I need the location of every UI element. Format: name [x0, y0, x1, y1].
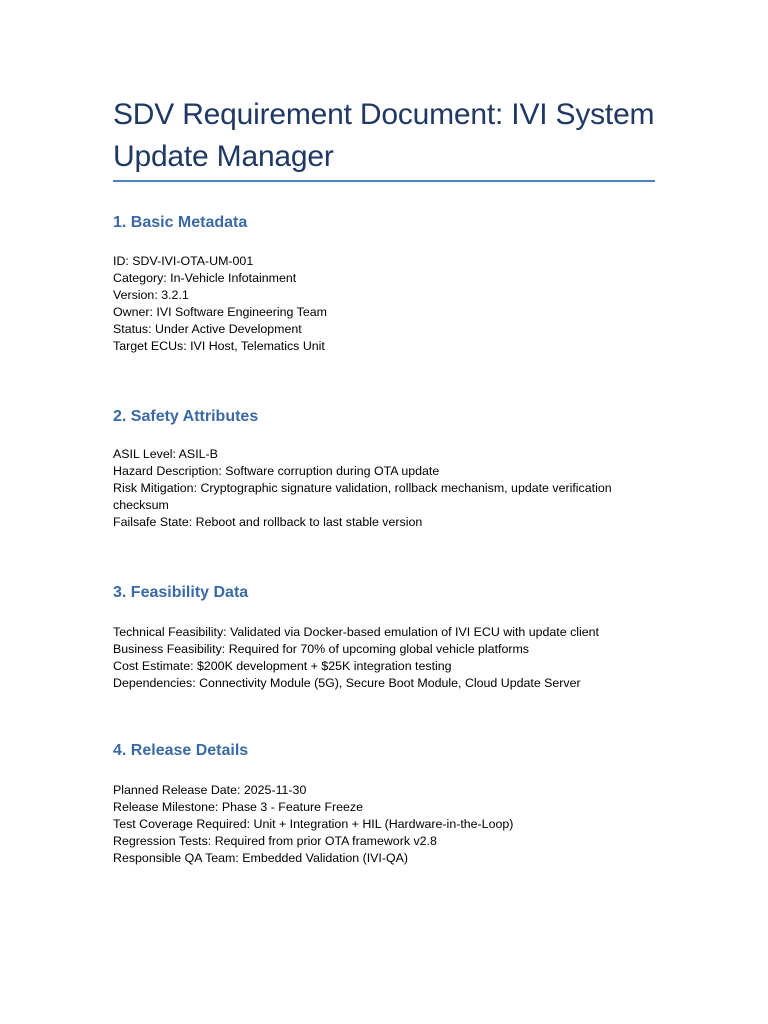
release-milestone-line: Release Milestone: Phase 3 - Feature Freeze: [113, 800, 364, 814]
metadata-category-line: Category: In-Vehicle Infotainment: [113, 271, 297, 285]
metadata-target-ecus-line: Target ECUs: IVI Host, Telematics Unit: [113, 339, 325, 353]
feasibility-dependencies-line: Dependencies: Connectivity Module (5G), Secure Boot Module, Cloud Update Server: [113, 676, 581, 690]
release-test-coverage-line: Test Coverage Required: Unit + Integration + HIL (Hardware-in-the-Loop): [113, 817, 514, 831]
safety-hazard-description-line: Hazard Description: Software corruption during OTA update: [113, 464, 440, 478]
safety-asil-level-line: ASIL Level: ASIL-B: [113, 447, 218, 461]
safety-failsafe-state-line: Failsafe State: Reboot and rollback to last stable version: [113, 515, 423, 529]
section-heading-basic-metadata: 1. Basic Metadata: [113, 214, 248, 231]
safety-risk-mitigation-line: Risk Mitigation: Cryptographic signature validation, rollback mechanism, update verification checksum: [113, 481, 612, 512]
metadata-version-line: Version: 3.2.1: [113, 288, 189, 302]
release-regression-tests-line: Regression Tests: Required from prior OTA framework v2.8: [113, 834, 437, 848]
section-heading-feasibility-data: 3. Feasibility Data: [113, 584, 249, 601]
metadata-id-line: ID: SDV-IVI-OTA-UM-001: [113, 254, 254, 268]
section-heading-safety-attributes: 2. Safety Attributes: [113, 408, 259, 425]
feasibility-business-line: Business Feasibility: Required for 70% of upcoming global vehicle platforms: [113, 642, 529, 656]
feasibility-technical-line: Technical Feasibility: Validated via Docker-based emulation of IVI ECU with update client: [113, 625, 599, 639]
section-body-safety-attributes: [113, 446, 653, 531]
section-body-feasibility-data: [113, 624, 653, 692]
document-title: SDV Requirement Document: IVI System Update Manager: [113, 98, 655, 173]
section-heading-release-details: 4. Release Details: [113, 742, 249, 759]
feasibility-cost-estimate-line: Cost Estimate: $200K development + $25K integration testing: [113, 659, 452, 673]
release-planned-date-line: Planned Release Date: 2025-11-30: [113, 783, 307, 797]
metadata-status-line: Status: Under Active Development: [113, 322, 302, 336]
metadata-owner-line: Owner: IVI Software Engineering Team: [113, 305, 327, 319]
section-body-basic-metadata: [113, 253, 653, 355]
release-qa-team-line: Responsible QA Team: Embedded Validation (IVI-QA): [113, 851, 409, 865]
section-body-release-details: [113, 782, 653, 867]
title-underline-rule: [113, 180, 655, 182]
